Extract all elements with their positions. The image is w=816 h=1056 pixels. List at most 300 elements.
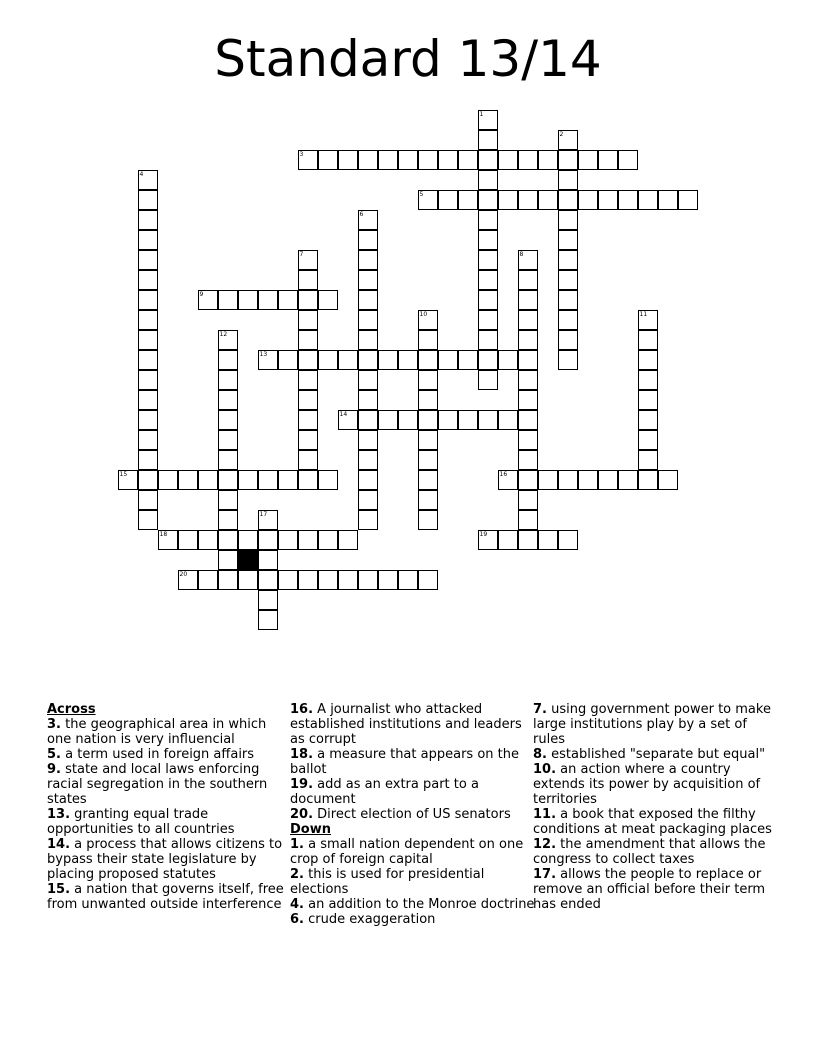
grid-cell[interactable] <box>478 410 498 430</box>
grid-cell[interactable] <box>518 290 538 310</box>
clue-text: this is used for presidential elections <box>290 867 485 897</box>
grid-cell[interactable] <box>178 570 198 590</box>
grid-cell[interactable] <box>138 490 158 510</box>
grid-cell[interactable] <box>518 490 538 510</box>
grid-cell[interactable] <box>138 250 158 270</box>
grid-cell[interactable] <box>518 270 538 290</box>
grid-cell[interactable] <box>158 470 178 490</box>
grid-cell[interactable] <box>438 190 458 210</box>
down-clue <box>290 897 535 912</box>
grid-cell[interactable] <box>638 390 658 410</box>
cell-number: 2 <box>559 130 564 138</box>
grid-cell[interactable] <box>138 270 158 290</box>
grid-cell[interactable] <box>498 350 518 370</box>
grid-cell[interactable] <box>138 450 158 470</box>
grid-cell[interactable] <box>298 530 318 550</box>
grid-cell[interactable] <box>418 370 438 390</box>
grid-cell[interactable] <box>218 490 238 510</box>
grid-cell[interactable] <box>278 290 298 310</box>
grid-cell[interactable] <box>218 510 238 530</box>
grid-cell[interactable] <box>218 390 238 410</box>
grid-cell[interactable] <box>178 470 198 490</box>
clue-number: 2. <box>290 867 304 882</box>
grid-cell[interactable] <box>638 350 658 370</box>
clue-number: 11. <box>533 807 557 822</box>
grid-cell[interactable] <box>258 350 278 370</box>
grid-cell[interactable] <box>358 250 378 270</box>
grid-cell[interactable] <box>238 570 258 590</box>
grid-cell[interactable] <box>218 570 238 590</box>
grid-cell[interactable] <box>558 330 578 350</box>
grid-cell[interactable] <box>258 470 278 490</box>
grid-cell[interactable] <box>358 430 378 450</box>
clue-number: 16. <box>290 702 314 717</box>
grid-cell[interactable] <box>358 390 378 410</box>
grid-cell[interactable] <box>658 190 678 210</box>
grid-cell[interactable] <box>378 570 398 590</box>
grid-cell[interactable] <box>238 530 258 550</box>
grid-cell[interactable] <box>258 530 278 550</box>
grid-cell[interactable] <box>338 150 358 170</box>
grid-cell[interactable] <box>458 150 478 170</box>
clue-number: 4. <box>290 897 304 912</box>
grid-cell[interactable] <box>138 410 158 430</box>
down-heading: Down <box>290 822 331 837</box>
grid-cell[interactable] <box>318 570 338 590</box>
grid-cell[interactable] <box>418 510 438 530</box>
grid-cell[interactable] <box>298 390 318 410</box>
clue-text: add as an extra part to a document <box>290 777 479 807</box>
grid-cell[interactable] <box>638 330 658 350</box>
across-clue <box>290 777 535 807</box>
grid-cell[interactable] <box>558 350 578 370</box>
grid-cell[interactable] <box>258 590 278 610</box>
grid-cell[interactable] <box>338 350 358 370</box>
grid-cell[interactable] <box>298 250 318 270</box>
clue-text: a nation that governs itself, free from unwanted outside interference <box>47 882 284 912</box>
grid-cell[interactable] <box>518 330 538 350</box>
grid-cell[interactable] <box>218 290 238 310</box>
grid-cell[interactable] <box>298 450 318 470</box>
grid-cell[interactable] <box>218 410 238 430</box>
puzzle-title: Standard 13/14 <box>214 30 602 88</box>
clue-text: a term used in foreign affairs <box>65 747 255 762</box>
grid-cell[interactable] <box>358 450 378 470</box>
grid-cell[interactable] <box>598 190 618 210</box>
grid-cell[interactable] <box>558 190 578 210</box>
grid-cell[interactable] <box>358 310 378 330</box>
grid-cell[interactable] <box>518 190 538 210</box>
grid-cell[interactable] <box>398 570 418 590</box>
grid-cell[interactable] <box>358 470 378 490</box>
clue-text: an action where a country extends its power by acquisition of territories <box>533 762 761 807</box>
grid-cell[interactable] <box>138 510 158 530</box>
grid-cell[interactable] <box>478 290 498 310</box>
grid-cell[interactable] <box>398 410 418 430</box>
crossword-grid <box>118 110 718 650</box>
grid-cell[interactable] <box>478 130 498 150</box>
down-clue <box>533 807 778 837</box>
clue-number: 6. <box>290 912 304 927</box>
grid-cell[interactable] <box>358 230 378 250</box>
clue-number: 5. <box>47 747 61 762</box>
grid-cell[interactable] <box>138 310 158 330</box>
grid-cell[interactable] <box>298 270 318 290</box>
grid-cell[interactable] <box>418 310 438 330</box>
grid-cell[interactable] <box>558 530 578 550</box>
grid-cell[interactable] <box>298 330 318 350</box>
grid-cell[interactable] <box>578 190 598 210</box>
grid-cell[interactable] <box>318 470 338 490</box>
clue-text: allows the people to replace or remove an official before their term has ended <box>533 867 766 912</box>
grid-cell[interactable] <box>518 530 538 550</box>
grid-cell[interactable] <box>298 350 318 370</box>
cell-number: 5 <box>419 190 424 198</box>
clue-text: the geographical area in which one nation is very influencial <box>47 717 267 747</box>
clue-text: granting equal trade opportunities to all countries <box>47 807 235 837</box>
cell-number: 11 <box>639 310 648 318</box>
grid-cell[interactable] <box>418 430 438 450</box>
clue-number: 13. <box>47 807 71 822</box>
grid-cell[interactable] <box>558 290 578 310</box>
down-clue <box>533 702 778 747</box>
grid-cell[interactable] <box>538 530 558 550</box>
down-clue <box>290 912 535 927</box>
across-clue <box>47 882 292 912</box>
grid-cell[interactable] <box>398 150 418 170</box>
grid-cell[interactable] <box>298 570 318 590</box>
grid-cell[interactable] <box>558 130 578 150</box>
grid-cell[interactable] <box>418 190 438 210</box>
down-clue <box>290 837 535 867</box>
grid-cell[interactable] <box>418 410 438 430</box>
grid-cell[interactable] <box>518 150 538 170</box>
grid-cell[interactable] <box>478 330 498 350</box>
grid-cell[interactable] <box>618 470 638 490</box>
grid-cell[interactable] <box>258 510 278 530</box>
grid-cell[interactable] <box>638 450 658 470</box>
grid-cell[interactable] <box>498 530 518 550</box>
clue-text: established "separate but equal" <box>551 747 766 762</box>
grid-cell[interactable] <box>138 230 158 250</box>
grid-cell[interactable] <box>178 530 198 550</box>
grid-cell[interactable] <box>618 190 638 210</box>
grid-cell[interactable] <box>138 170 158 190</box>
grid-cell[interactable] <box>518 390 538 410</box>
grid-cell[interactable] <box>218 470 238 490</box>
down-clue <box>533 837 778 867</box>
grid-cell[interactable] <box>218 370 238 390</box>
grid-cell[interactable] <box>578 150 598 170</box>
grid-cell[interactable] <box>378 150 398 170</box>
grid-cell[interactable] <box>318 350 338 370</box>
cell-number: 17 <box>259 510 268 518</box>
grid-cell[interactable] <box>438 410 458 430</box>
grid-cell[interactable] <box>558 310 578 330</box>
grid-cell[interactable] <box>618 150 638 170</box>
grid-cell[interactable] <box>418 150 438 170</box>
cell-number: 14 <box>339 410 348 418</box>
grid-cell[interactable] <box>358 210 378 230</box>
cell-number: 16 <box>499 470 508 478</box>
grid-cell[interactable] <box>478 190 498 210</box>
grid-cell[interactable] <box>118 470 138 490</box>
grid-cell[interactable] <box>558 150 578 170</box>
grid-cell[interactable] <box>138 370 158 390</box>
grid-cell[interactable] <box>318 530 338 550</box>
grid-cell[interactable] <box>198 530 218 550</box>
grid-cell[interactable] <box>298 310 318 330</box>
grid-cell[interactable] <box>138 330 158 350</box>
grid-cell[interactable] <box>318 290 338 310</box>
grid-cell[interactable] <box>198 290 218 310</box>
grid-cell[interactable] <box>378 410 398 430</box>
grid-cell[interactable] <box>558 250 578 270</box>
grid-cell[interactable] <box>638 190 658 210</box>
grid-cell[interactable] <box>478 150 498 170</box>
clue-text: the amendment that allows the congress to collect taxes <box>533 837 766 867</box>
clue-number: 8. <box>533 747 547 762</box>
grid-cell[interactable] <box>498 190 518 210</box>
grid-cell[interactable] <box>518 310 538 330</box>
grid-cell[interactable] <box>298 290 318 310</box>
grid-cell[interactable] <box>478 530 498 550</box>
grid-cell[interactable] <box>418 330 438 350</box>
grid-cell[interactable] <box>478 210 498 230</box>
clue-number: 20. <box>290 807 314 822</box>
clue-text: Direct election of US senators <box>317 807 511 822</box>
cell-number: 20 <box>179 570 188 578</box>
grid-cell[interactable] <box>278 530 298 550</box>
grid-cell[interactable] <box>258 290 278 310</box>
grid-cell[interactable] <box>518 370 538 390</box>
grid-cell[interactable] <box>518 450 538 470</box>
grid-cell[interactable] <box>218 550 238 570</box>
grid-cell[interactable] <box>318 150 338 170</box>
clue-text: A journalist who attacked established institutions and leaders as corrupt <box>290 702 522 747</box>
grid-cell[interactable] <box>418 490 438 510</box>
grid-cell[interactable] <box>478 230 498 250</box>
clues-column-2 <box>290 702 535 927</box>
grid-cell[interactable] <box>498 410 518 430</box>
clue-text: state and local laws enforcing racial segregation in the southern states <box>47 762 268 807</box>
clue-text: an addition to the Monroe doctrine <box>308 897 535 912</box>
grid-cell[interactable] <box>578 470 598 490</box>
grid-cell[interactable] <box>218 350 238 370</box>
grid-cell[interactable] <box>478 370 498 390</box>
grid-cell[interactable] <box>498 150 518 170</box>
across-clue <box>47 762 292 807</box>
grid-cell[interactable] <box>298 470 318 490</box>
cell-number: 1 <box>479 110 484 118</box>
grid-cell[interactable] <box>558 270 578 290</box>
across-heading: Across <box>47 702 96 717</box>
grid-cell[interactable] <box>138 390 158 410</box>
grid-cell[interactable] <box>358 490 378 510</box>
grid-cell[interactable] <box>278 470 298 490</box>
clue-text: a process that allows citizens to bypass their state legislature by placing proposed statutes <box>47 837 283 882</box>
clues-column-1 <box>47 702 292 912</box>
grid-cell[interactable] <box>418 450 438 470</box>
clue-number: 15. <box>47 882 71 897</box>
grid-cell[interactable] <box>258 610 278 630</box>
cell-number: 6 <box>359 210 364 218</box>
grid-cell[interactable] <box>138 350 158 370</box>
grid-cell[interactable] <box>638 470 658 490</box>
grid-cell[interactable] <box>478 270 498 290</box>
grid-cell[interactable] <box>258 550 278 570</box>
grid-cell[interactable] <box>298 370 318 390</box>
grid-cell[interactable] <box>298 410 318 430</box>
clue-number: 3. <box>47 717 61 732</box>
grid-cell[interactable] <box>358 150 378 170</box>
across-clue <box>290 702 535 747</box>
grid-cell[interactable] <box>638 370 658 390</box>
black-cell <box>238 550 258 570</box>
across-clue <box>47 747 292 762</box>
grid-cell[interactable] <box>438 350 458 370</box>
grid-cell[interactable] <box>358 570 378 590</box>
grid-cell[interactable] <box>538 470 558 490</box>
grid-cell[interactable] <box>518 510 538 530</box>
clue-text: a small nation dependent on one crop of foreign capital <box>290 837 524 867</box>
clue-number: 12. <box>533 837 557 852</box>
clue-number: 14. <box>47 837 71 852</box>
grid-cell[interactable] <box>338 410 358 430</box>
down-clue <box>533 762 778 807</box>
grid-cell[interactable] <box>218 530 238 550</box>
grid-cell[interactable] <box>478 250 498 270</box>
clue-text: using government power to make large institutions play by a set of rules <box>533 702 771 747</box>
grid-cell[interactable] <box>458 410 478 430</box>
cell-number: 18 <box>159 530 168 538</box>
across-clue <box>47 807 292 837</box>
grid-cell[interactable] <box>518 410 538 430</box>
down-clue <box>290 867 535 897</box>
grid-cell[interactable] <box>518 430 538 450</box>
grid-cell[interactable] <box>638 310 658 330</box>
clue-number: 7. <box>533 702 547 717</box>
grid-cell[interactable] <box>478 110 498 130</box>
across-clue <box>290 807 535 822</box>
across-clue <box>47 717 292 747</box>
grid-cell[interactable] <box>238 470 258 490</box>
grid-cell[interactable] <box>198 470 218 490</box>
grid-cell[interactable] <box>498 470 518 490</box>
grid-cell[interactable] <box>358 330 378 350</box>
clue-number: 18. <box>290 747 314 762</box>
grid-cell[interactable] <box>518 470 538 490</box>
cell-number: 19 <box>479 530 488 538</box>
grid-cell[interactable] <box>278 570 298 590</box>
grid-cell[interactable] <box>298 150 318 170</box>
grid-cell[interactable] <box>638 430 658 450</box>
grid-cell[interactable] <box>338 570 358 590</box>
across-clue <box>47 837 292 882</box>
grid-cell[interactable] <box>558 470 578 490</box>
clue-text: crude exaggeration <box>308 912 436 927</box>
grid-cell[interactable] <box>558 230 578 250</box>
grid-cell[interactable] <box>298 430 318 450</box>
grid-cell[interactable] <box>358 370 378 390</box>
grid-cell[interactable] <box>518 350 538 370</box>
down-clue <box>533 867 778 912</box>
grid-cell[interactable] <box>138 430 158 450</box>
grid-cell[interactable] <box>538 150 558 170</box>
grid-cell[interactable] <box>558 170 578 190</box>
cell-number: 15 <box>119 470 128 478</box>
grid-cell[interactable] <box>138 210 158 230</box>
cell-number: 13 <box>259 350 268 358</box>
grid-cell[interactable] <box>598 150 618 170</box>
grid-cell[interactable] <box>218 330 238 350</box>
clue-number: 9. <box>47 762 61 777</box>
grid-cell[interactable] <box>158 530 178 550</box>
across-clue <box>290 747 535 777</box>
grid-cell[interactable] <box>478 350 498 370</box>
grid-cell[interactable] <box>218 430 238 450</box>
cell-number: 8 <box>519 250 524 258</box>
grid-cell[interactable] <box>458 190 478 210</box>
grid-cell[interactable] <box>198 570 218 590</box>
grid-cell[interactable] <box>538 190 558 210</box>
grid-cell[interactable] <box>238 290 258 310</box>
clue-number: 1. <box>290 837 304 852</box>
grid-cell[interactable] <box>278 350 298 370</box>
grid-cell[interactable] <box>438 150 458 170</box>
grid-cell[interactable] <box>378 350 398 370</box>
grid-cell[interactable] <box>358 290 378 310</box>
clue-text: a measure that appears on the ballot <box>290 747 519 777</box>
grid-cell[interactable] <box>138 190 158 210</box>
clues-column-3 <box>533 702 778 912</box>
clue-number: 10. <box>533 762 557 777</box>
grid-cell[interactable] <box>138 470 158 490</box>
grid-cell[interactable] <box>418 570 438 590</box>
grid-cell[interactable] <box>258 570 278 590</box>
grid-cell[interactable] <box>418 470 438 490</box>
grid-cell[interactable] <box>598 470 618 490</box>
clue-number: 19. <box>290 777 314 792</box>
grid-cell[interactable] <box>558 210 578 230</box>
cell-number: 4 <box>139 170 144 178</box>
cell-number: 3 <box>299 150 304 158</box>
grid-cell[interactable] <box>358 410 378 430</box>
grid-cell[interactable] <box>338 530 358 550</box>
grid-cell[interactable] <box>358 350 378 370</box>
grid-cell[interactable] <box>218 450 238 470</box>
grid-cell[interactable] <box>418 350 438 370</box>
grid-cell[interactable] <box>358 270 378 290</box>
cell-number: 12 <box>219 330 228 338</box>
grid-cell[interactable] <box>678 190 698 210</box>
grid-cell[interactable] <box>358 510 378 530</box>
grid-cell[interactable] <box>658 470 678 490</box>
grid-cell[interactable] <box>398 350 418 370</box>
clue-number: 17. <box>533 867 557 882</box>
cell-number: 9 <box>199 290 204 298</box>
clue-text: a book that exposed the filthy conditions at meat packaging places <box>533 807 772 837</box>
grid-cell[interactable] <box>478 170 498 190</box>
down-clue <box>533 747 778 762</box>
grid-cell[interactable] <box>138 290 158 310</box>
grid-cell[interactable] <box>518 250 538 270</box>
cell-number: 7 <box>299 250 304 258</box>
grid-cell[interactable] <box>638 410 658 430</box>
grid-cell[interactable] <box>458 350 478 370</box>
grid-cell[interactable] <box>478 310 498 330</box>
grid-cell[interactable] <box>418 390 438 410</box>
